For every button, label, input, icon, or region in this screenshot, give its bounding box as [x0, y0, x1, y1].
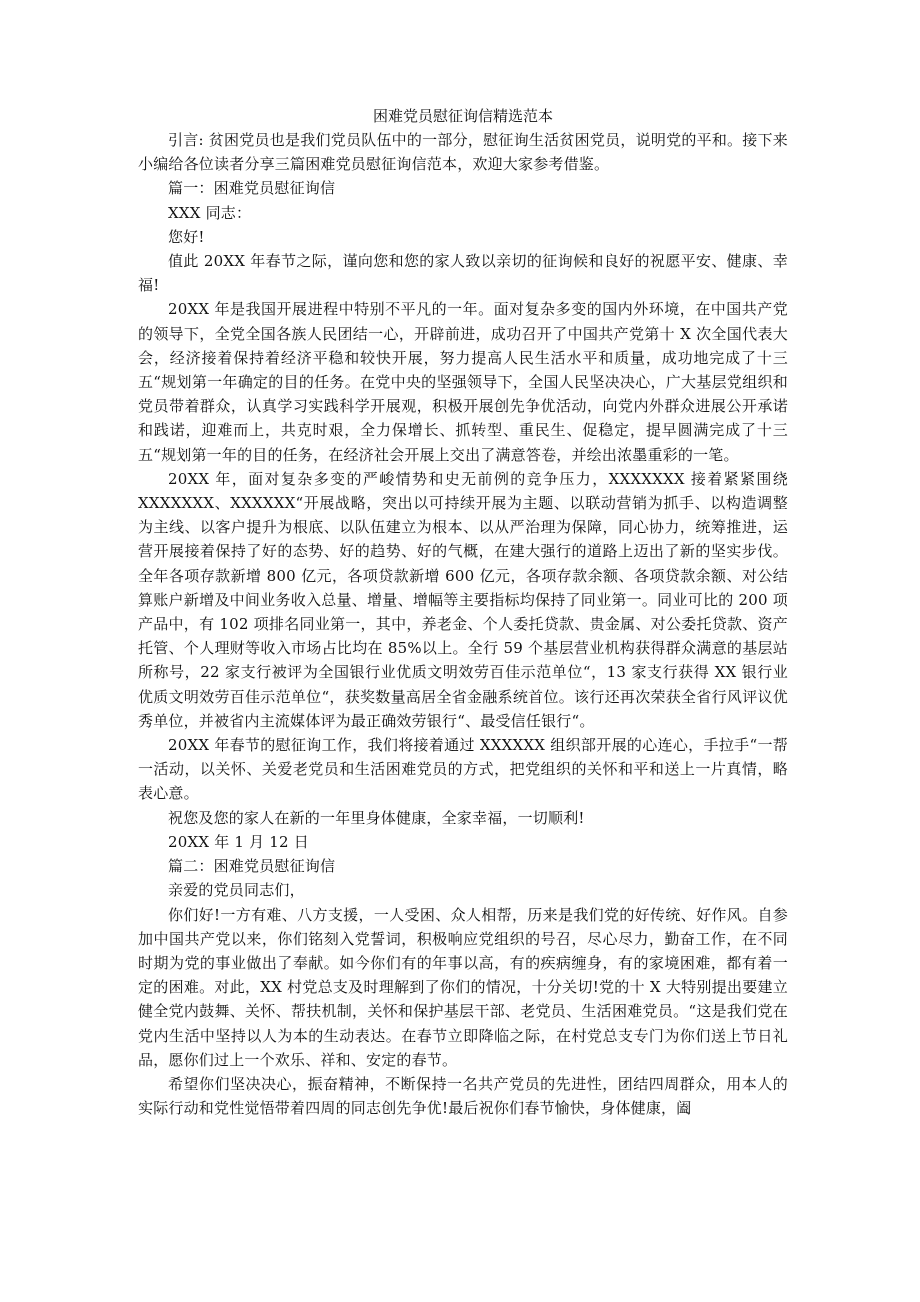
- document-page: [138, 106, 788, 1120]
- paragraph-festival-wishes: 值此 20XX 年春节之际，谨向您和您的家人致以亲切的征询候和良好的祝愿平安、健康、幸福!: [138, 252, 788, 295]
- paragraph-greeting: 您好!: [168, 227, 205, 246]
- paragraph-closing-wishes: 祝您及您的家人在新的一年里身体健康，全家幸福，一切顺利!: [168, 808, 585, 827]
- paragraph-salutation: XXX 同志：: [168, 203, 252, 222]
- paragraph-heading-part-one: 篇一：困难党员慰征询信: [168, 179, 336, 198]
- paragraph-national-review: 20XX 年是我国开展进程中特别不平凡的一年。面对复杂多变的国内外环境，在中国共产党的领导下，全党全国各族人民团结一心，开辟前进，成功召开了中国共产党第十 X 次全国代表大会，经济接着保持着经济平稳和较快开展，努力提高人民生活水平和质量，成功地完成了十三五“规划第一年确定的目的任务。在党中央的坚强领导下，全国人民坚决决心，广大基层党组织和党员带着群众，认真学习实践科学开展观，积极开展创先争优活动，向党内外群众进展公开承诺和践诺，迎难而上，共克时艰，全力保增长、抓转型、重民生、促稳定，提早圆满完成了十三五“规划第一年的目的任务，在经济社会开展上交出了满意答卷，并绘出浓墨重彩的一笔。: [138, 300, 788, 464]
- paragraph-bank-review: 20XX 年，面对复杂多变的严峻情势和史无前例的竞争压力，XXXXXXX 接着紧紧围绕 XXXXXXX、XXXXXX“开展战略，突出以可持续开展为主题、以联动营销为抓手、以构造调整为主线、以客户提升为根底、以队伍建立为根本、以从严治理为保障，同心协力，统筹推进，运营开展接着保持了好的态势、好的趋势、好的气概，在建大强行的道路上迈出了新的坚实步伐。全年各项存款新增 800 亿元，各项贷款新增 600 亿元，各项存款余额、各项贷款余额、对公结算账户新增及中间业务收入总量、增量、增幅等主要指标均保持了同业第一。同业可比的 200 项产品中，有 102 项排名同业第一，其中，养老金、个人委托贷款、贵金属、对公委托贷款、资产托管、个人理财等收入市场占比均在 85%以上。全行 59 个基层营业机构获得群众满意的基层站所称号，22 家支行被评为全国银行业优质文明效劳百佳示范单位“，13 家支行获得 XX 银行业优质文明效劳百佳示范单位“，获奖数量高居全省金融系统首位。该行还再次荣获全省行风评议优秀单位，并被省内主流媒体评为最正确效劳银行“、最受信任银行“。: [138, 469, 788, 730]
- paragraph-intro: 引言: 贫困党员也是我们党员队伍中的一部分，慰征询生活贫困党员，说明党的平和。接下来小编给各位读者分享三篇困难党员慰征询信范本，欢迎大家参考借鉴。: [138, 131, 788, 174]
- paragraph-hope: 希望你们坚决决心，振奋精神，不断保持一名共产党员的先进性，团结四周群众，用本人的实际行动和党性觉悟带着四周的同志创先争优!最后祝你们春节愉快，身体健康，阖: [138, 1074, 788, 1118]
- paragraph-spring-festival-work: 20XX 年春节的慰征询工作，我们将接着通过 XXXXXX 组织部开展的心连心，手拉手“一帮一活动，以关怀、关爱老党员和生活困难党员的方式，把党组织的关怀和平和送上一片真情，略表心意。: [138, 736, 788, 803]
- paragraph-date: 20XX 年 1 月 12 日: [168, 832, 309, 851]
- document-title: 困难党员慰征询信精选范本: [372, 107, 553, 125]
- paragraph-heading-part-two: 篇二：困难党员慰征询信: [168, 857, 336, 876]
- paragraph-salutation-two: 亲爱的党员同志们，: [168, 881, 305, 900]
- paragraph-letter-body: 你们好!一方有难、八方支援，一人受困、众人相帮，历来是我们党的好传统、好作风。自参加中国共产党以来，你们铭刻入党誓词，积极响应党组织的号召，尽心尽力，勤奋工作，在不同时期为党的事业做出了奉献。如今你们有的年事以高，有的疾病缠身，有的家境困难，都有着一定的困难。对此，XX 村党总支及时理解到了你们的情况，十分关切!党的十 X 大特别提出要建立健全党内鼓舞、关怀、帮扶机制，关怀和保护基层干部、老党员、生活困难党员。“这是我们党在党内生活中坚持以人为本的生动表达。在春节立即降临之际，在村党总支专门为你们送上节日礼品，愿你们过上一个欢乐、祥和、安定的春节。: [138, 905, 788, 1069]
